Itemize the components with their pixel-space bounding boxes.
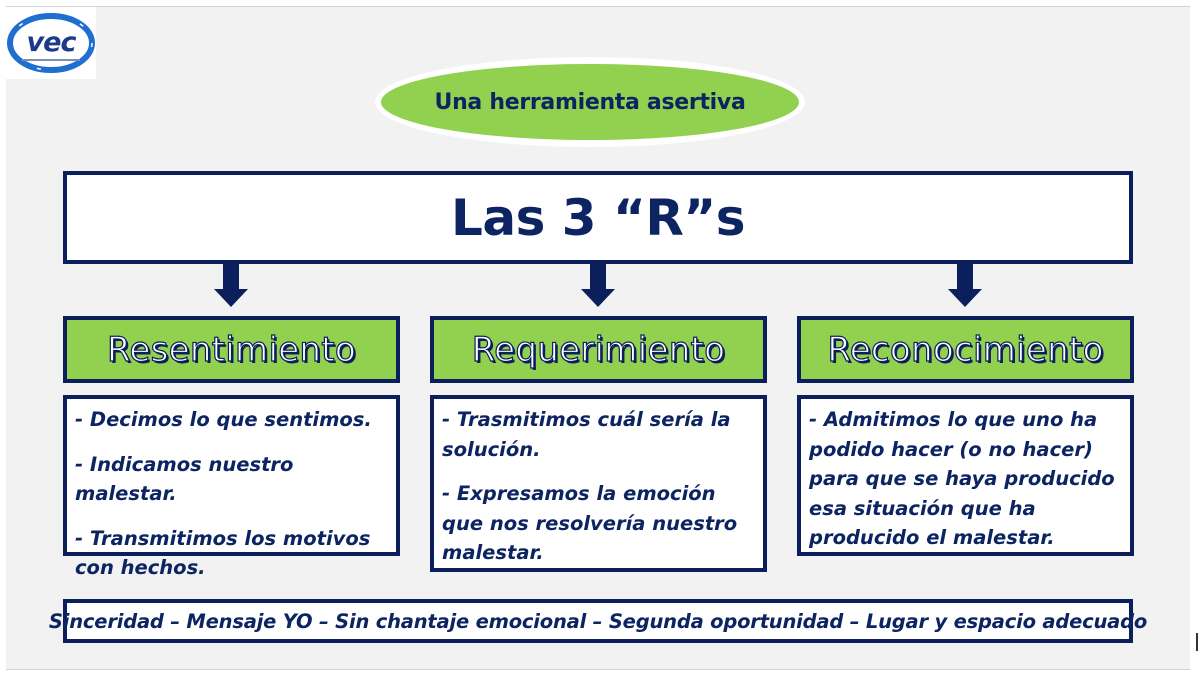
column-body-resentimiento	[63, 395, 400, 579]
down-arrow-icon	[581, 263, 615, 309]
svg-text:vec: vec	[26, 27, 76, 58]
column-header-resentimiento: Resentimiento	[63, 316, 400, 383]
list-item: - Transmitimos los motivos con hechos.	[75, 526, 371, 579]
subtitle-ellipse	[375, 57, 805, 147]
page-title: Las 3 “R”s	[63, 171, 1133, 264]
subtitle-text: Una herramienta asertiva	[381, 64, 799, 140]
list-item: - Decimos lo que sentimos.	[75, 408, 372, 431]
column-body-reconocimiento	[797, 395, 1134, 556]
logo-icon	[6, 7, 96, 79]
column-body-requerimiento	[430, 395, 767, 572]
text-cursor-icon	[1196, 633, 1198, 651]
list-item: - Admitimos lo que uno ha podido hacer (o no hacer) para que se haya producido esa situación que ha producido el malestar.	[809, 408, 1115, 549]
list-item: - Indicamos nuestro malestar.	[75, 452, 294, 505]
column-header-reconocimiento: Reconocimiento	[797, 316, 1134, 383]
list-item: - Trasmitimos cuál sería la solución.	[442, 408, 731, 461]
footer-principles: Sinceridad – Mensaje YO – Sin chantaje emocional – Segunda oportunidad – Lugar y espacio adecuado	[63, 599, 1133, 643]
down-arrow-icon	[948, 263, 982, 309]
down-arrow-icon	[214, 263, 248, 309]
logo	[6, 7, 96, 79]
column-header-requerimiento: Requerimiento	[430, 316, 767, 383]
slide	[6, 6, 1190, 670]
list-item: - Expresamos la emoción que nos resolvería nuestro malestar.	[442, 482, 738, 564]
